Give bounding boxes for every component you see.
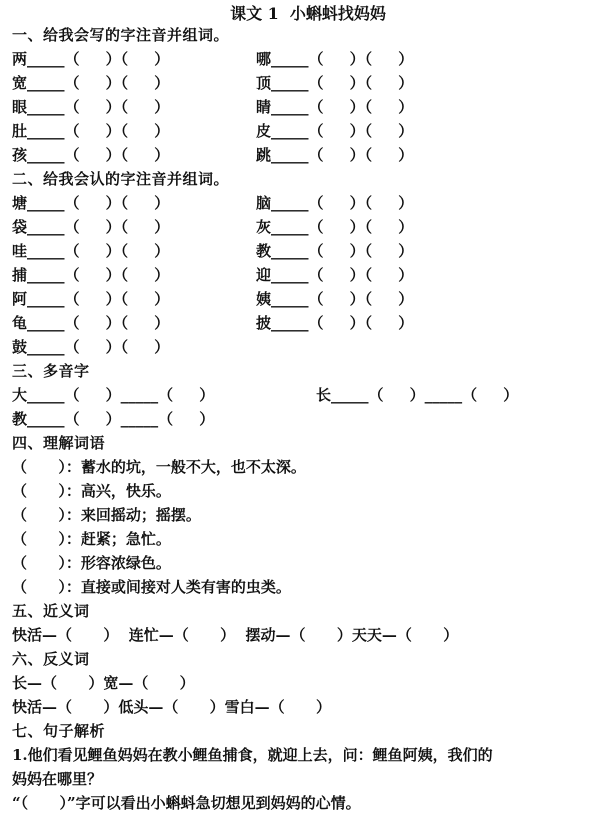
s2-row6-right: 披_____（ ）（ ） <box>256 314 414 332</box>
s1-row <box>12 96 414 118</box>
section-4-heading: 四、理解词语 <box>12 434 106 452</box>
s2-row3-right: 教_____（ ）（ ） <box>256 242 414 260</box>
s4-definition-row: （ ）：高兴，快乐。 <box>12 482 171 500</box>
s1-row2-right: 顶_____（ ）（ ） <box>256 74 414 92</box>
s2-row4-right: 迎_____（ ）（ ） <box>256 266 414 284</box>
page-title: 课文 1 小蝌蚪找妈妈 <box>230 4 386 23</box>
s2-row <box>12 192 414 214</box>
s2-row <box>12 240 414 262</box>
s2-row <box>12 264 414 286</box>
s7-question-line: “（ ）”字可以看出小蝌蚪急切想见到妈妈的心情。 <box>12 794 361 812</box>
s2-row6-left: 龟_____（ ）（ ） <box>12 314 170 332</box>
section-2-heading: 二、给我会认的字注音并组词。 <box>12 170 230 188</box>
s2-row <box>12 288 414 310</box>
s2-row1-left: 塘_____（ ）（ ） <box>12 194 170 212</box>
s2-row2-left: 袋_____（ ）（ ） <box>12 218 170 236</box>
s2-row <box>12 312 414 334</box>
s4-definition-row: （ ）：来回摇动；摇摆。 <box>12 506 201 524</box>
section-6-heading: 六、反义词 <box>12 650 90 668</box>
s3-row2-left: 教_____（ ）_____（ ） <box>12 410 215 428</box>
s3-row1-left: 大_____（ ）_____（ ） <box>12 386 215 404</box>
s1-row5-right: 跳_____（ ）（ ） <box>256 146 414 164</box>
s2-row1-right: 脑_____（ ）（ ） <box>256 194 414 212</box>
s4-definition-row: （ ）：蓄水的坑，一般不大，也不太深。 <box>12 458 306 476</box>
s2-row2-right: 灰_____（ ）（ ） <box>256 218 414 236</box>
s7-question-line: 妈妈在哪里？ <box>12 770 103 788</box>
s3-row1-right: 长_____（ ）_____（ ） <box>316 386 519 404</box>
s2-row5-right: 姨_____（ ）（ ） <box>256 290 414 308</box>
s2-row4-left: 捕_____（ ）（ ） <box>12 266 170 284</box>
s6-antonym-row: 长—（ ）宽—（ ） <box>12 674 195 692</box>
s1-row3-right: 睛_____（ ）（ ） <box>256 98 414 116</box>
s2-row7-left: 鼓_____（ ）（ ） <box>12 338 170 356</box>
s1-row5-left: 孩_____（ ）（ ） <box>12 146 170 164</box>
s1-row <box>12 72 414 94</box>
s3-row <box>12 384 519 406</box>
section-7-heading: 七、句子解析 <box>12 722 106 740</box>
s1-row3-left: 眼_____（ ）（ ） <box>12 98 170 116</box>
section-1-heading: 一、给我会写的字注音并组词。 <box>12 26 230 44</box>
s2-row <box>12 336 170 358</box>
s1-row <box>12 120 414 142</box>
s2-row <box>12 216 414 238</box>
s1-row4-left: 肚_____（ ）（ ） <box>12 122 170 140</box>
s1-row <box>12 144 414 166</box>
s1-row <box>12 48 414 70</box>
s5-synonym-row: 快活—（ ） 连忙—（ ） 摆动—（ ）天天—（ ） <box>12 626 459 644</box>
s2-row3-left: 哇_____（ ）（ ） <box>12 242 170 260</box>
s1-row1-left: 两_____（ ）（ ） <box>12 50 170 68</box>
s4-definition-row: （ ）：直接或间接对人类有害的虫类。 <box>12 578 291 596</box>
s1-row1-right: 哪_____（ ）（ ） <box>256 50 414 68</box>
s3-row <box>12 408 215 430</box>
s6-antonym-row: 快活—（ ）低头—（ ）雪白—（ ） <box>12 698 332 716</box>
section-5-heading: 五、近义词 <box>12 602 90 620</box>
s1-row2-left: 宽_____（ ）（ ） <box>12 74 170 92</box>
s4-definition-row: （ ）：赶紧；急忙。 <box>12 530 171 548</box>
s7-question-line: 1.他们看见鲤鱼妈妈在教小鲤鱼捕食，就迎上去，问：鲤鱼阿姨，我们的 <box>12 746 493 764</box>
section-3-heading: 三、多音字 <box>12 362 90 380</box>
s1-row4-right: 皮_____（ ）（ ） <box>256 122 414 140</box>
s2-row5-left: 阿_____（ ）（ ） <box>12 290 170 308</box>
s4-definition-row: （ ）：形容浓绿色。 <box>12 554 171 572</box>
